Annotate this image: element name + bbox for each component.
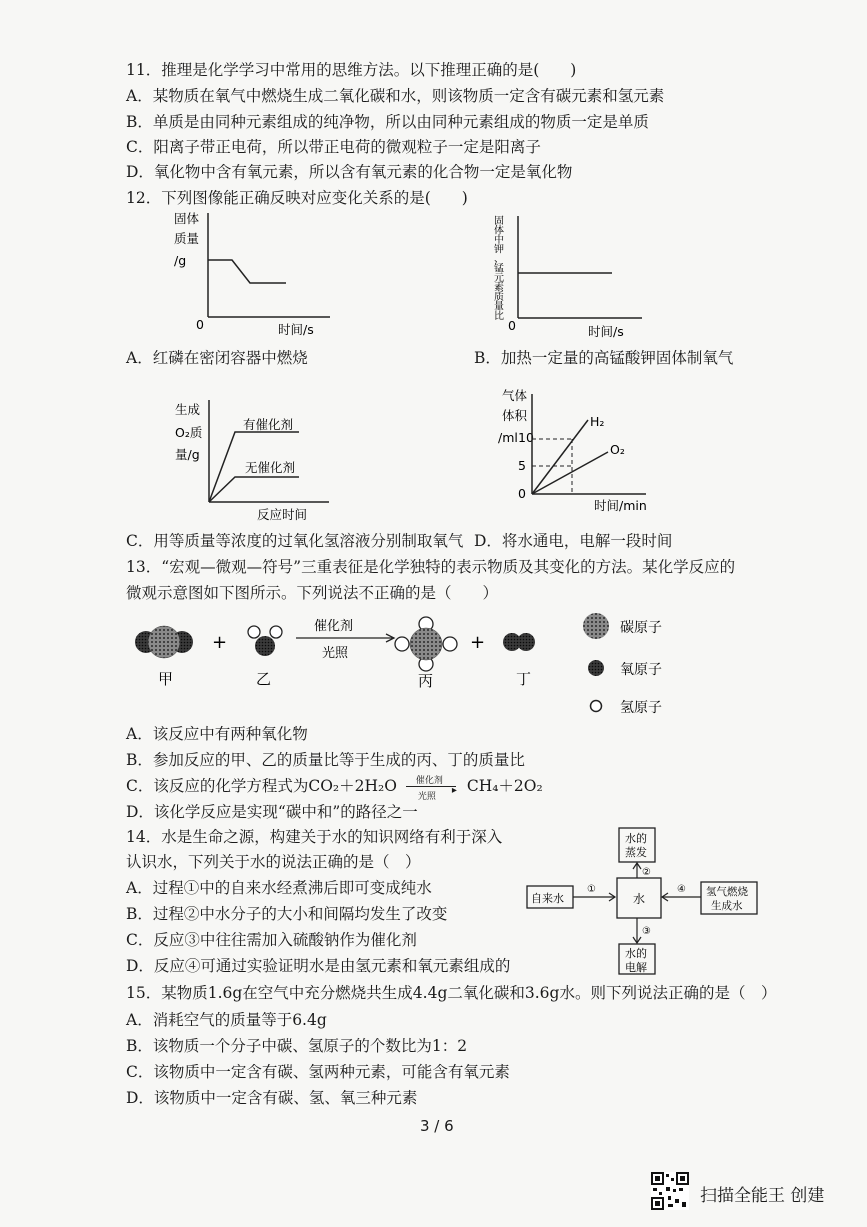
box-evaporation-line1: 水的: [625, 832, 647, 845]
q14-option-b: B．过程②中水分子的大小和间隔均发生了改变: [126, 905, 448, 923]
q12-stem: 12．下列图像能正确反映对应变化关系的是( ): [126, 189, 468, 207]
q13-option-d: D．该化学反应是实现“碳中和”的路径之一: [126, 803, 418, 821]
graph-d-xlabel: 时间/min: [594, 498, 647, 513]
plus-1: +: [212, 632, 228, 653]
q13-c-equation-right: CH₄＋2O₂: [466, 777, 543, 795]
graph-c-label-catalyst: 有催化剂: [243, 417, 294, 432]
graph-b-origin: 0: [508, 318, 516, 333]
q14-option-d: D．反应④可通过实验证明水是由氢元素和氧元素组成的: [126, 957, 511, 975]
q11-stem: 11．推理是化学学习中常用的思维方法。以下推理正确的是( ): [126, 61, 577, 79]
graph-d-ylabel-3: /ml: [498, 430, 518, 445]
q13-c-cond-top: 催化剂: [415, 776, 443, 786]
label-bing: 丙: [418, 672, 434, 690]
graph-b-ylabel-char: 元: [494, 273, 504, 284]
graph-d-tick-10: 10: [518, 430, 534, 445]
q13-option-a: A．该反应中有两种氧化物: [126, 725, 308, 743]
legend-carbon: 碳原子: [620, 620, 662, 636]
graph-a-ylabel-3: /g: [174, 253, 187, 268]
q11-option-a: A．某物质在氧气中燃烧生成二氧化碳和水，则该物质一定含有碳元素和氢元素: [126, 87, 665, 105]
q15-option-d: D．该物质中一定含有碳、氢、氧三种元素: [126, 1089, 418, 1107]
molecule-jia: [135, 626, 193, 658]
graph-b-ylabel: [494, 215, 504, 322]
q11-option-b: B．单质是由同种元素组成的纯净物，所以由同种元素组成的物质一定是单质: [126, 113, 649, 131]
condition-light: 光照: [322, 646, 349, 661]
graph-c-ylabel-2: O₂质: [175, 425, 203, 440]
graph-d-origin: 0: [518, 486, 526, 501]
graph-a-ylabel-1: 固体: [174, 211, 200, 226]
q13-c-equation-left: C．该反应的化学方程式为CO₂＋2H₂O: [126, 777, 397, 795]
legend-hydrogen: 氢原子: [620, 700, 662, 716]
q14-stem-1: 14．水是生命之源，构建关于水的知识网络有利于深入: [126, 828, 503, 846]
q14-stem-2: 认识水，下列关于水的说法正确的是（ ）: [126, 853, 421, 871]
q13-stem-1: 13．“宏观—微观—符号”三重表征是化学独特的表示物质及其变化的方法。某化学反应的: [126, 558, 736, 576]
q13-c-arrow-head: ▸: [451, 785, 457, 796]
q11-option-c: C．阳离子带正电荷，所以带正电荷的微观粒子一定是阳离子: [126, 138, 541, 156]
graph-a-line: [208, 260, 286, 283]
legend-carbon-icon: [583, 613, 609, 639]
legend-hydrogen-icon: [591, 701, 602, 712]
q12-option-a: A．红磷在密闭容器中燃烧: [126, 349, 308, 367]
graph-b-ylabel-char: 中: [494, 235, 504, 246]
graph-b-ylabel-char: 、: [494, 254, 504, 265]
condition-catalyst: 催化剂: [314, 619, 354, 634]
graph-a-origin: 0: [196, 317, 204, 332]
label-yi: 乙: [256, 670, 272, 688]
label-jia: 甲: [158, 670, 174, 688]
plus-2: +: [470, 632, 486, 653]
graph-c: [165, 392, 355, 527]
graph-c-label-no-catalyst: 无催化剂: [245, 460, 296, 475]
graph-d-line-h2: [532, 420, 588, 494]
graph-b-ylabel-char: 固: [494, 216, 504, 227]
num-3: ③: [642, 926, 651, 937]
num-4: ④: [677, 884, 686, 895]
graph-c-line-no-catalyst: [209, 477, 299, 502]
box-hydrogen-line1: 氢气燃烧: [706, 886, 748, 898]
box-hydrogen-line2: 生成水: [711, 900, 743, 912]
q13-c-arrow: [402, 776, 462, 802]
graph-a-xlabel: 时间/s: [278, 322, 314, 337]
legend-oxygen: 氧原子: [620, 662, 662, 678]
q15-option-c: C．该物质中一定含有碳、氢两种元素，可能含有氧元素: [126, 1063, 510, 1081]
graph-b-ylabel-char: 锰: [494, 263, 504, 275]
molecule-yi: [248, 626, 282, 656]
q12-option-b: B．加热一定量的高锰酸钾固体制氧气: [474, 349, 734, 367]
graph-b-ylabel-char: 比: [494, 311, 504, 322]
graph-b-xlabel: 时间/s: [588, 324, 624, 339]
molecule-ding: [503, 633, 535, 651]
graph-d-ylabel-1: 气体: [502, 388, 528, 403]
q11-option-d: D．氧化物中含有氧元素，所以含有氧元素的化合物一定是氧化物: [126, 163, 573, 181]
graph-d-tick-5: 5: [518, 458, 526, 473]
graph-a-ylabel-2: 质量: [174, 231, 200, 246]
num-2: ②: [642, 867, 651, 878]
graph-b: [480, 210, 650, 342]
label-ding: 丁: [516, 670, 532, 688]
legend-oxygen-icon: [588, 660, 604, 676]
q14-option-c: C．反应③中往往需加入硫酸钠作为催化剂: [126, 931, 417, 949]
scanner-brand: 扫描全能王 创建: [700, 1186, 825, 1206]
q15-stem: 15．某物质1.6g在空气中充分燃烧共生成4.4g二氧化碳和3.6g水。则下列说法正确的是（ ）: [126, 984, 777, 1002]
q13-stem-2: 微观示意图如下图所示。下列说法不正确的是（ ）: [126, 584, 499, 602]
box-electrolysis-line2: 电解: [625, 961, 647, 974]
q12-option-d: D．将水通电，电解一段时间: [474, 532, 673, 550]
q12-option-c: C．用等质量等浓度的过氧化氢溶液分别制取氧气: [126, 532, 464, 550]
box-evaporation-line2: 蒸发: [625, 846, 647, 859]
graph-d-label-h2: H₂: [590, 414, 605, 429]
q14-option-a: A．过程①中的自来水经煮沸后即可变成纯水: [126, 879, 432, 897]
qr-code-icon: [651, 1172, 689, 1210]
box-electrolysis-line1: 水的: [625, 947, 647, 960]
q13-option-c: [126, 776, 543, 802]
graph-b-ylabel-char: 量: [494, 301, 504, 313]
graph-b-ylabel-char: 钾: [494, 244, 504, 256]
graph-b-ylabel-char: 素: [494, 282, 504, 294]
page-number: 3 / 6: [420, 1117, 454, 1135]
graph-d-label-o2: O₂: [610, 442, 625, 457]
q13-c-cond-bottom: 光照: [417, 792, 436, 802]
graph-c-ylabel-3: 量/g: [175, 447, 200, 462]
q15-option-b: B．该物质一个分子中碳、氢原子的个数比为1：2: [126, 1037, 468, 1055]
graph-c-xlabel: 反应时间: [257, 507, 308, 522]
graph-d-line-o2: [532, 452, 608, 494]
box-water-label: 水: [633, 892, 646, 906]
q15-option-a: A．消耗空气的质量等于6.4g: [126, 1011, 327, 1029]
graph-b-ylabel-char: 体: [494, 225, 504, 237]
graph-d: [484, 384, 654, 519]
water-knowledge-diagram: [525, 826, 765, 976]
graph-b-ylabel-char: 质: [494, 292, 504, 303]
q13-reaction-diagram: [126, 608, 686, 720]
num-1: ①: [587, 884, 596, 895]
graph-d-ylabel-2: 体积: [502, 408, 528, 423]
q13-option-b: B．参加反应的甲、乙的质量比等于生成的丙、丁的质量比: [126, 751, 525, 769]
graph-c-ylabel-1: 生成: [175, 402, 201, 417]
graph-a: [160, 205, 350, 340]
box-tap-water-label: 自来水: [531, 892, 564, 905]
molecule-bing: [395, 617, 457, 671]
